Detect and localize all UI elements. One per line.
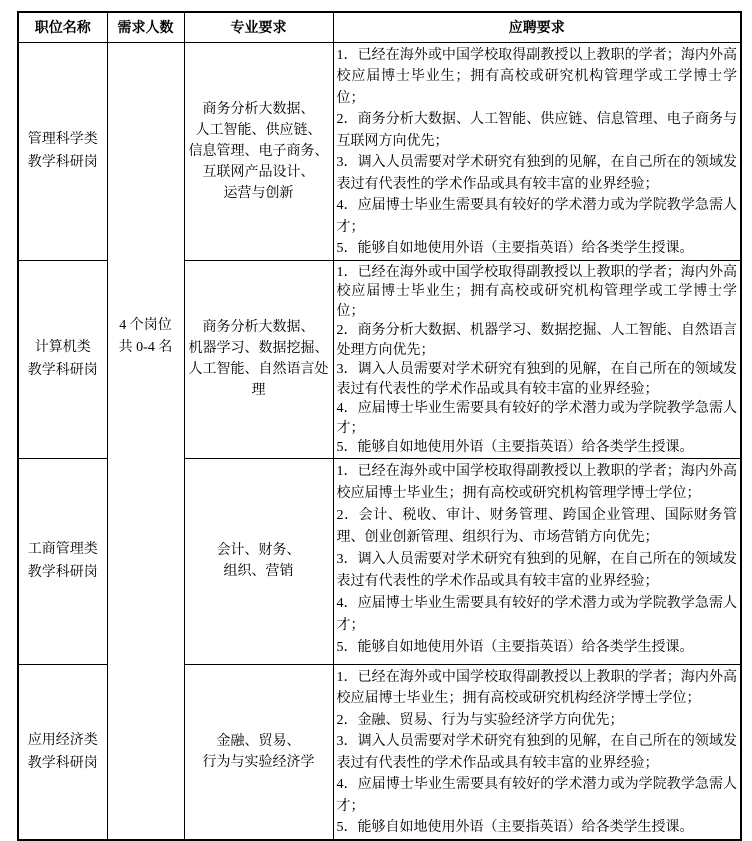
requirement-item: 3．调入人员需要对学术研究有独到的见解，在自己所在的领域发表过有代表性的学术作品或具有较丰富的业界经验； bbox=[336, 734, 737, 771]
position-name-cell bbox=[18, 664, 107, 840]
major-line: 运营与创新 bbox=[223, 185, 294, 201]
requirement-item: 5．能够自如地使用外语（主要指英语）给各类学生授课。 bbox=[336, 639, 694, 655]
major-requirements-cell bbox=[184, 458, 333, 664]
position-name-line: 计算机类 bbox=[34, 340, 91, 355]
position-name-line: 教学科研岗 bbox=[27, 363, 98, 378]
headcount-cell bbox=[107, 42, 184, 840]
position-name-cell bbox=[18, 260, 107, 458]
headcount-line: 4 个岗位 bbox=[119, 317, 172, 333]
application-requirements-cell bbox=[333, 664, 741, 840]
major-line: 会计、财务、 bbox=[216, 543, 301, 558]
major-line: 人工智能、供应链、 bbox=[195, 122, 322, 138]
major-line: 信息管理、电子商务、 bbox=[188, 143, 329, 159]
major-requirements-cell bbox=[184, 260, 333, 458]
position-name-line: 管理科学类 bbox=[27, 132, 98, 147]
application-requirements-cell bbox=[333, 260, 741, 458]
position-name-cell bbox=[18, 42, 107, 260]
recruitment-positions-table bbox=[17, 11, 742, 841]
requirement-item: 4．应届博士毕业生需要具有较好的学术潜力或为学院教学急需人才； bbox=[336, 401, 737, 436]
application-requirements-cell bbox=[333, 458, 741, 664]
major-line: 组织、营销 bbox=[223, 564, 294, 579]
requirement-item: 4．应届博士毕业生需要具有较好的学术潜力或为学院教学急需人才； bbox=[336, 595, 737, 633]
header-headcount: 需求人数 bbox=[107, 12, 184, 42]
position-name-line: 教学科研岗 bbox=[27, 755, 98, 771]
requirement-item: 2．会计、税收、审计、财务管理、跨国企业管理、国际财务管理、创业创新管理、组织行为、市场营销方向优先； bbox=[336, 507, 737, 545]
header-major-requirements: 专业要求 bbox=[184, 12, 333, 42]
requirement-item: 1．已经在海外或中国学校取得副教授以上教职的学者；海内外高校应届博士毕业生；拥有高校或研究机构管理学或工学博士学位； bbox=[336, 47, 737, 106]
requirement-item: 4．应届博士毕业生需要具有较好的学术潜力或为学院教学急需人才； bbox=[336, 777, 737, 814]
application-requirements-cell bbox=[333, 42, 741, 260]
requirement-item: 3．调入人员需要对学术研究有独到的见解，在自己所在的领域发表过有代表性的学术作品或具有较丰富的业界经验； bbox=[336, 155, 737, 192]
table-header-row bbox=[18, 12, 741, 42]
requirement-item: 2．商务分析大数据、人工智能、供应链、信息管理、电子商务与互联网方向优先； bbox=[336, 112, 737, 149]
requirement-item: 1．已经在海外或中国学校取得副教授以上教职的学者；海内外高校应届博士毕业生；拥有高校或研究机构管理学或工学博士学位； bbox=[336, 264, 737, 319]
headcount-line: 共 0-4 名 bbox=[118, 339, 173, 355]
major-requirements-cell bbox=[184, 664, 333, 840]
position-name-line: 应用经济类 bbox=[27, 732, 98, 748]
major-line: 金融、贸易、 bbox=[216, 733, 301, 749]
major-requirements-cell bbox=[184, 42, 333, 260]
major-line: 商务分析大数据、 bbox=[202, 101, 315, 117]
requirement-item: 5．能够自如地使用外语（主要指英语）给各类学生授课。 bbox=[336, 440, 694, 455]
major-line: 机器学习、数据挖掘、 bbox=[188, 341, 329, 356]
major-line: 商务分析大数据、 bbox=[202, 320, 315, 335]
major-line: 人工智能、自然语言处理 bbox=[188, 362, 329, 398]
position-name-line: 工商管理类 bbox=[27, 542, 98, 557]
header-application-requirements: 应聘要求 bbox=[333, 12, 741, 42]
requirement-item: 4．应届博士毕业生需要具有较好的学术潜力或为学院教学急需人才； bbox=[336, 198, 737, 235]
position-name-cell bbox=[18, 458, 107, 664]
requirement-item: 3．调入人员需要对学术研究有独到的见解，在自己所在的领域发表过有代表性的学术作品或具有较丰富的业界经验； bbox=[336, 551, 737, 589]
requirement-item: 1．已经在海外或中国学校取得副教授以上教职的学者；海内外高校应届博士毕业生；拥有高校或研究机构管理学博士学位； bbox=[336, 463, 737, 501]
requirement-item: 3．调入人员需要对学术研究有独到的见解，在自己所在的领域发表过有代表性的学术作品或具有较丰富的业界经验； bbox=[336, 362, 737, 397]
table-row-management-science bbox=[18, 42, 741, 260]
major-line: 互联网产品设计、 bbox=[202, 164, 315, 180]
position-name-line: 教学科研岗 bbox=[27, 565, 98, 580]
major-line: 行为与实验经济学 bbox=[202, 754, 315, 770]
requirement-item: 2．金融、贸易、行为与实验经济学方向优先； bbox=[336, 712, 624, 728]
requirement-item: 5．能够自如地使用外语（主要指英语）给各类学生授课。 bbox=[336, 820, 694, 835]
requirement-item: 2．商务分析大数据、机器学习、数据挖掘、人工智能、自然语言处理方向优先； bbox=[336, 323, 737, 358]
requirement-item: 1．已经在海外或中国学校取得副教授以上教职的学者；海内外高校应届博士毕业生；拥有高校或研究机构经济学博士学位； bbox=[336, 669, 737, 706]
position-name-line: 教学科研岗 bbox=[27, 155, 98, 170]
header-position-name: 职位名称 bbox=[18, 12, 107, 42]
requirement-item: 5．能够自如地使用外语（主要指英语）给各类学生授课。 bbox=[336, 241, 694, 256]
